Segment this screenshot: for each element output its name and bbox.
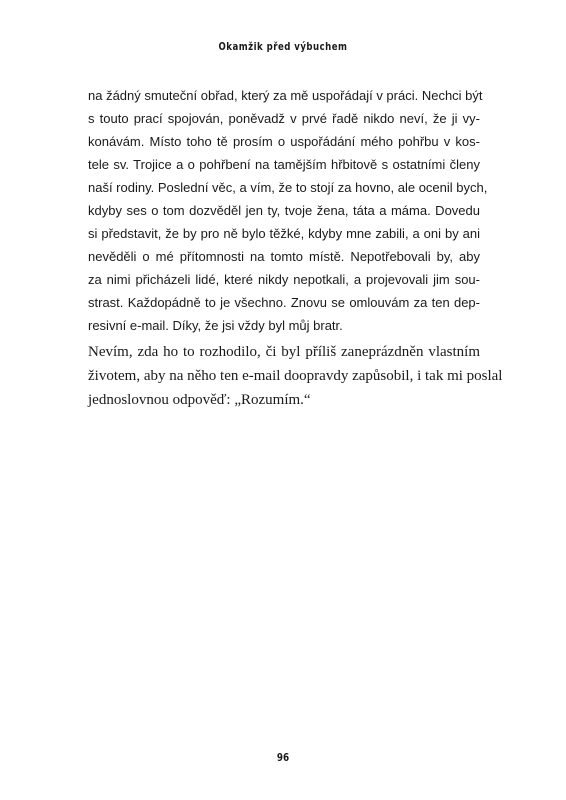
- quote-line: na žádný smuteční obřad, který za mě uspořádají v práci. Nechci být: [88, 88, 483, 103]
- quote-line: nevěděli o mé přítomnosti na tomto místě. Nepotřebovali by, aby: [88, 249, 480, 264]
- quote-line: konávám. Místo toho tě prosím o uspořádání mého pohřbu v kos-: [88, 134, 480, 149]
- running-head: Okamžik před výbuchem: [218, 40, 348, 53]
- quote-line: tele sv. Trojice a o pohřbení na tamějším hřbitově s ostatními členy: [88, 157, 480, 172]
- quote-line: resivní e-mail. Díky, že jsi vždy byl můj bratr.: [88, 318, 343, 333]
- quoted-email-text: [88, 84, 488, 337]
- body-line: životem, aby na něho ten e-mail doopravdy zapůsobil, i tak mi poslal: [88, 368, 503, 384]
- body-line: jednoslovnou odpověď: „Rozumím.“: [88, 392, 311, 408]
- quote-line: za nimi přicházeli lidé, které nikdy nepotkali, a projevovali jim sou-: [88, 272, 480, 287]
- body-paragraph: [88, 340, 503, 412]
- body-line: Nevím, zda ho to rozhodilo, či byl příliš zaneprázdněn vlastním: [88, 344, 480, 360]
- quote-line: strast. Každopádně to je všechno. Znovu se omlouvám za ten dep-: [88, 295, 480, 310]
- quote-line: s touto prací spojován, poněvadž v prvé řadě nikdo neví, že ji vy-: [88, 111, 480, 126]
- quote-line: naší rodiny. Poslední věc, a vím, že to stojí za hovno, ale ocenil bych,: [88, 180, 488, 195]
- page-number: 96: [276, 751, 290, 764]
- quote-line: si představit, že by pro ně bylo těžké, kdyby mne zabili, a oni by ani: [88, 226, 480, 241]
- quote-line: kdyby ses o tom dozvěděl jen ty, tvoje žena, táta a máma. Dovedu: [88, 203, 480, 218]
